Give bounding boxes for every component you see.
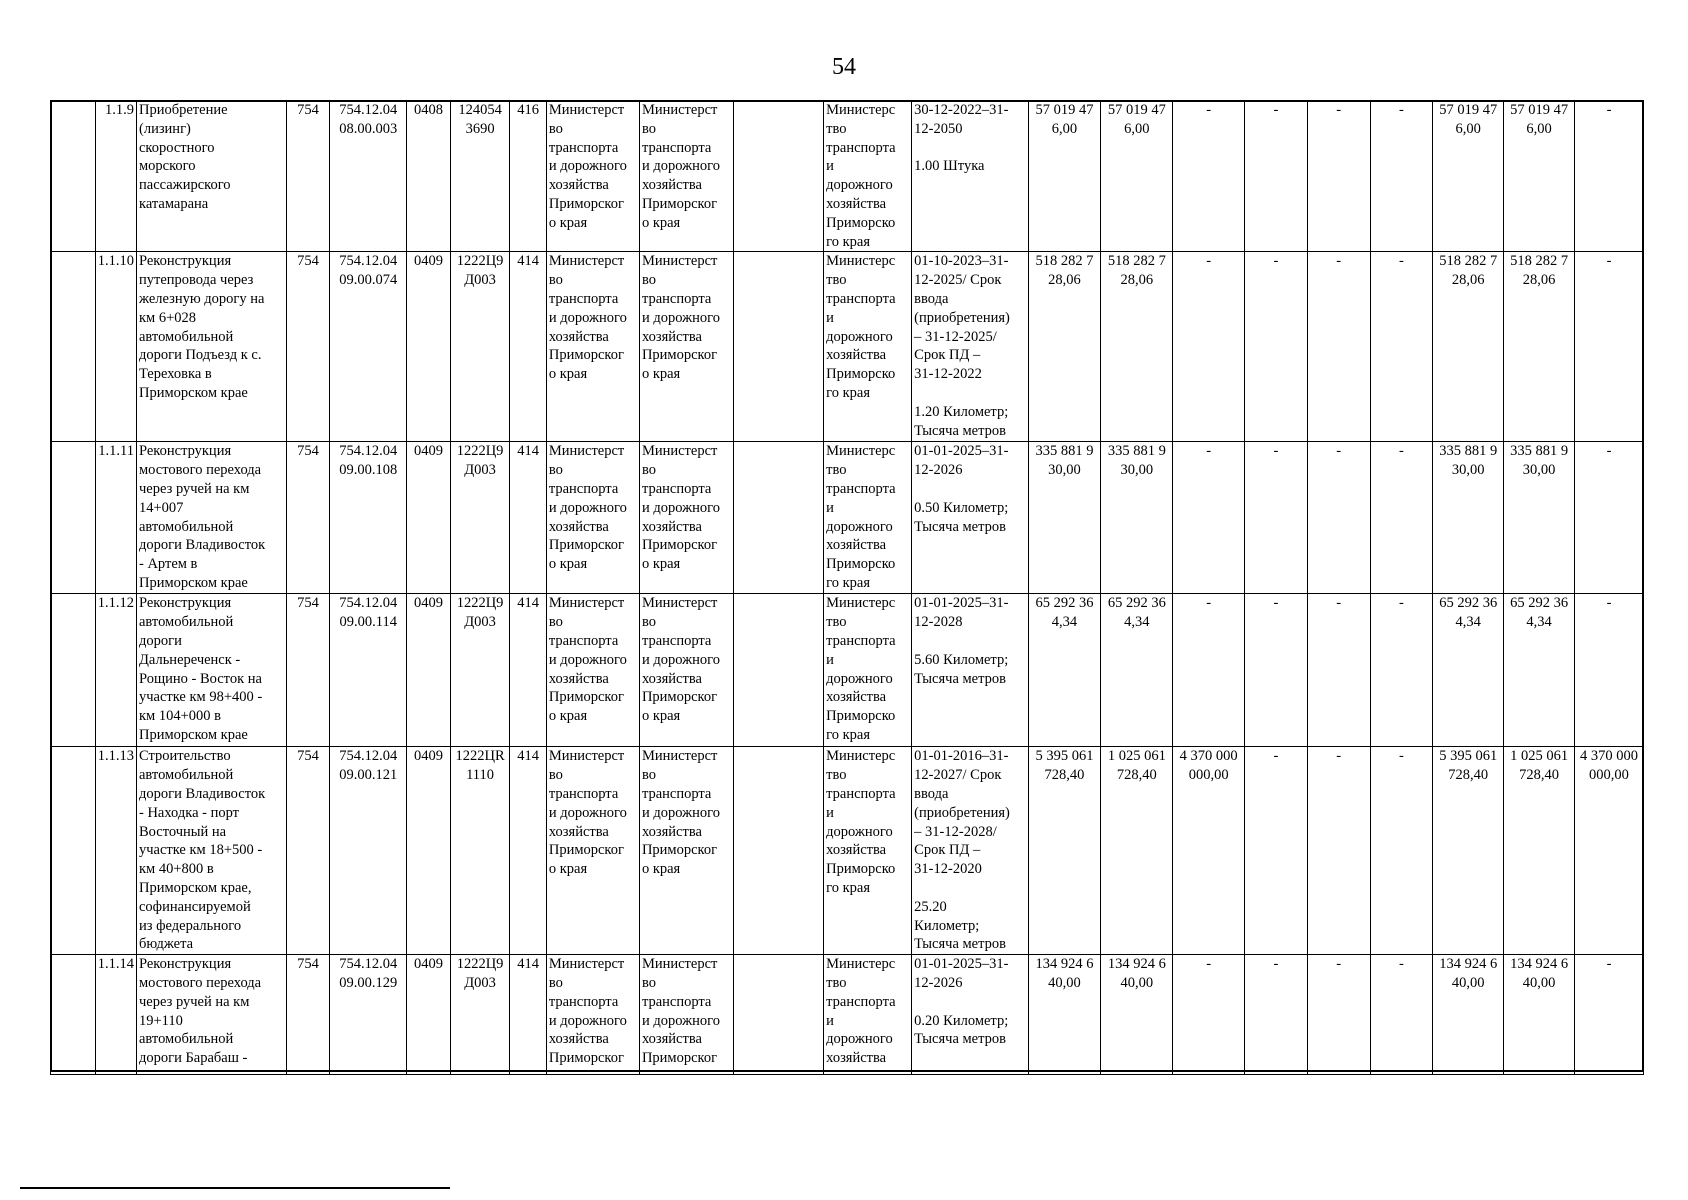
kbk-code: 754.12.04 09.00.114 <box>330 594 407 747</box>
expense-type: 414 <box>510 442 546 594</box>
target-article: 1222Ц9 Д003 <box>450 955 510 1075</box>
responsible-executor: Министерст во транспорта и дорожного хозяйства Приморског о края <box>546 101 639 252</box>
responsible-executor: Министерст во транспорта и дорожного хозяйства Приморског <box>546 955 639 1075</box>
period-and-capacity: 01-01-2016–31- 12-2027/ Срок ввода (приобретения) – 31-12-2028/ Срок ПД – 31-12-2020 25.20 Километр; Тысяча метров <box>912 747 1028 955</box>
total-2025: 5 395 061 728,40 <box>1433 747 1504 955</box>
customer-organization: Министерс тво транспорта и дорожного хозяйства Приморско го края <box>824 252 912 442</box>
total-2025: 65 292 36 4,34 <box>1433 594 1504 747</box>
federal-budget: - <box>1173 101 1245 252</box>
federal-2025: - <box>1574 442 1643 594</box>
section-code: 0409 <box>407 252 451 442</box>
section-code: 0409 <box>407 955 451 1075</box>
regional-budget: 65 292 36 4,34 <box>1101 594 1173 747</box>
item-name: Реконструкция путепровода через железную дорогу на км 6+028 автомобильной дороги Подъезд к с. Тереховка в Приморском крае <box>137 252 287 442</box>
spacer-cell <box>51 252 96 442</box>
table-row <box>51 101 1644 252</box>
period-and-capacity: 01-01-2025–31- 12-2026 0.50 Километр; Тысяча метров <box>912 442 1028 594</box>
regional-budget: 134 924 6 40,00 <box>1101 955 1173 1075</box>
spacer-cell <box>51 594 96 747</box>
table-row <box>51 955 1644 1075</box>
other-source-1: - <box>1245 442 1308 594</box>
federal-budget: - <box>1173 955 1245 1075</box>
total-2025: 134 924 6 40,00 <box>1433 955 1504 1075</box>
item-number: 1.1.11 <box>95 442 136 594</box>
table-row <box>51 442 1644 594</box>
spacer-cell <box>51 955 96 1075</box>
target-article: 1222ЦR 1110 <box>450 747 510 955</box>
item-name: Приобретение (лизинг) скоростного морского пассажирского катамарана <box>137 101 287 252</box>
section-code: 0409 <box>407 442 451 594</box>
period-and-capacity: 01-01-2025–31- 12-2028 5.60 Километр; Тысяча метров <box>912 594 1028 747</box>
customer-organization: Министерс тво транспорта и дорожного хозяйства <box>824 955 912 1075</box>
regional-2025: 134 924 6 40,00 <box>1504 955 1575 1075</box>
other-source-2: - <box>1307 252 1370 442</box>
section-code: 0409 <box>407 594 451 747</box>
spacer-cell <box>51 101 96 252</box>
item-name: Строительство автомобильной дороги Владивосток - Находка - порт Восточный на участке км 18+500 - км 40+800 в Приморском крае, софинансируемой из федерального бюджета <box>137 747 287 955</box>
customer-organization: Министерс тво транспорта и дорожного хозяйства Приморско го края <box>824 442 912 594</box>
grbs-code: 754 <box>286 101 330 252</box>
expense-type: 416 <box>510 101 546 252</box>
co-executor: Министерст во транспорта и дорожного хозяйства Приморског о края <box>639 442 733 594</box>
regional-2025: 335 881 9 30,00 <box>1504 442 1575 594</box>
footnote-rule <box>20 1187 450 1189</box>
target-article: 1222Ц9 Д003 <box>450 442 510 594</box>
customer-organization: Министерс тво транспорта и дорожного хозяйства Приморско го края <box>824 101 912 252</box>
other-source-3: - <box>1370 594 1433 747</box>
grbs-code: 754 <box>286 442 330 594</box>
grbs-code: 754 <box>286 252 330 442</box>
empty-cell <box>734 955 824 1075</box>
item-number: 1.1.14 <box>95 955 136 1075</box>
regional-budget: 57 019 47 6,00 <box>1101 101 1173 252</box>
federal-budget: - <box>1173 594 1245 747</box>
table-row <box>51 747 1644 955</box>
responsible-executor: Министерст во транспорта и дорожного хозяйства Приморског о края <box>546 594 639 747</box>
total-2025: 335 881 9 30,00 <box>1433 442 1504 594</box>
total-cost: 518 282 7 28,06 <box>1028 252 1101 442</box>
federal-2025: - <box>1574 955 1643 1075</box>
table-row <box>51 594 1644 747</box>
empty-cell <box>734 594 824 747</box>
other-source-3: - <box>1370 442 1433 594</box>
item-number: 1.1.9 <box>95 101 136 252</box>
target-article: 1222Ц9 Д003 <box>450 252 510 442</box>
item-number: 1.1.12 <box>95 594 136 747</box>
item-name: Реконструкция мостового перехода через ручей на км 14+007 автомобильной дороги Владивосток - Артем в Приморском крае <box>137 442 287 594</box>
other-source-1: - <box>1245 747 1308 955</box>
regional-budget: 1 025 061 728,40 <box>1101 747 1173 955</box>
period-and-capacity: 01-10-2023–31- 12-2025/ Срок ввода (приобретения) – 31-12-2025/ Срок ПД – 31-12-2022 1.20 Километр; Тысяча метров <box>912 252 1028 442</box>
kbk-code: 754.12.04 09.00.121 <box>330 747 407 955</box>
other-source-3: - <box>1370 101 1433 252</box>
responsible-executor: Министерст во транспорта и дорожного хозяйства Приморског о края <box>546 442 639 594</box>
grbs-code: 754 <box>286 594 330 747</box>
expense-type: 414 <box>510 252 546 442</box>
total-2025: 518 282 7 28,06 <box>1433 252 1504 442</box>
table-row <box>51 252 1644 442</box>
other-source-1: - <box>1245 252 1308 442</box>
grbs-code: 754 <box>286 955 330 1075</box>
target-article: 124054 3690 <box>450 101 510 252</box>
other-source-3: - <box>1370 747 1433 955</box>
federal-2025: - <box>1574 101 1643 252</box>
spacer-cell <box>51 442 96 594</box>
kbk-code: 754.12.04 09.00.108 <box>330 442 407 594</box>
empty-cell <box>734 252 824 442</box>
total-2025: 57 019 47 6,00 <box>1433 101 1504 252</box>
item-number: 1.1.13 <box>95 747 136 955</box>
expense-type: 414 <box>510 594 546 747</box>
expense-type: 414 <box>510 747 546 955</box>
customer-organization: Министерс тво транспорта и дорожного хозяйства Приморско го края <box>824 594 912 747</box>
page-number: 54 <box>832 54 856 80</box>
regional-budget: 335 881 9 30,00 <box>1101 442 1173 594</box>
other-source-2: - <box>1307 955 1370 1075</box>
other-source-2: - <box>1307 747 1370 955</box>
federal-2025: 4 370 000 000,00 <box>1574 747 1643 955</box>
regional-2025: 57 019 47 6,00 <box>1504 101 1575 252</box>
regional-budget: 518 282 7 28,06 <box>1101 252 1173 442</box>
grbs-code: 754 <box>286 747 330 955</box>
period-and-capacity: 01-01-2025–31- 12-2026 0.20 Километр; Тысяча метров <box>912 955 1028 1075</box>
federal-budget: - <box>1173 252 1245 442</box>
expense-type: 414 <box>510 955 546 1075</box>
other-source-1: - <box>1245 101 1308 252</box>
co-executor: Министерст во транспорта и дорожного хозяйства Приморског о края <box>639 252 733 442</box>
other-source-1: - <box>1245 594 1308 747</box>
federal-budget: - <box>1173 442 1245 594</box>
co-executor: Министерст во транспорта и дорожного хозяйства Приморског о края <box>639 101 733 252</box>
kbk-code: 754.12.04 09.00.074 <box>330 252 407 442</box>
kbk-code: 754.12.04 08.00.003 <box>330 101 407 252</box>
other-source-3: - <box>1370 955 1433 1075</box>
section-code: 0408 <box>407 101 451 252</box>
total-cost: 57 019 47 6,00 <box>1028 101 1101 252</box>
other-source-2: - <box>1307 101 1370 252</box>
section-code: 0409 <box>407 747 451 955</box>
empty-cell <box>734 442 824 594</box>
kbk-code: 754.12.04 09.00.129 <box>330 955 407 1075</box>
item-name: Реконструкция мостового перехода через ручей на км 19+110 автомобильной дороги Барабаш - <box>137 955 287 1075</box>
responsible-executor: Министерст во транспорта и дорожного хозяйства Приморског о края <box>546 252 639 442</box>
regional-2025: 518 282 7 28,06 <box>1504 252 1575 442</box>
other-source-2: - <box>1307 442 1370 594</box>
federal-2025: - <box>1574 594 1643 747</box>
empty-cell <box>734 101 824 252</box>
co-executor: Министерст во транспорта и дорожного хозяйства Приморског <box>639 955 733 1075</box>
federal-2025: - <box>1574 252 1643 442</box>
other-source-3: - <box>1370 252 1433 442</box>
item-name: Реконструкция автомобильной дороги Дальнереченск - Рощино - Восток на участке км 98+400 - км 104+000 в Приморском крае <box>137 594 287 747</box>
period-and-capacity: 30-12-2022–31- 12-2050 1.00 Штука <box>912 101 1028 252</box>
total-cost: 65 292 36 4,34 <box>1028 594 1101 747</box>
co-executor: Министерст во транспорта и дорожного хозяйства Приморског о края <box>639 594 733 747</box>
regional-2025: 65 292 36 4,34 <box>1504 594 1575 747</box>
total-cost: 335 881 9 30,00 <box>1028 442 1101 594</box>
other-source-2: - <box>1307 594 1370 747</box>
co-executor: Министерст во транспорта и дорожного хозяйства Приморског о края <box>639 747 733 955</box>
total-cost: 5 395 061 728,40 <box>1028 747 1101 955</box>
item-number: 1.1.10 <box>95 252 136 442</box>
spacer-cell <box>51 747 96 955</box>
federal-budget: 4 370 000 000,00 <box>1173 747 1245 955</box>
regional-2025: 1 025 061 728,40 <box>1504 747 1575 955</box>
other-source-1: - <box>1245 955 1308 1075</box>
responsible-executor: Министерст во транспорта и дорожного хозяйства Приморског о края <box>546 747 639 955</box>
investment-table <box>50 100 1644 1075</box>
customer-organization: Министерс тво транспорта и дорожного хозяйства Приморско го края <box>824 747 912 955</box>
empty-cell <box>734 747 824 955</box>
total-cost: 134 924 6 40,00 <box>1028 955 1101 1075</box>
target-article: 1222Ц9 Д003 <box>450 594 510 747</box>
